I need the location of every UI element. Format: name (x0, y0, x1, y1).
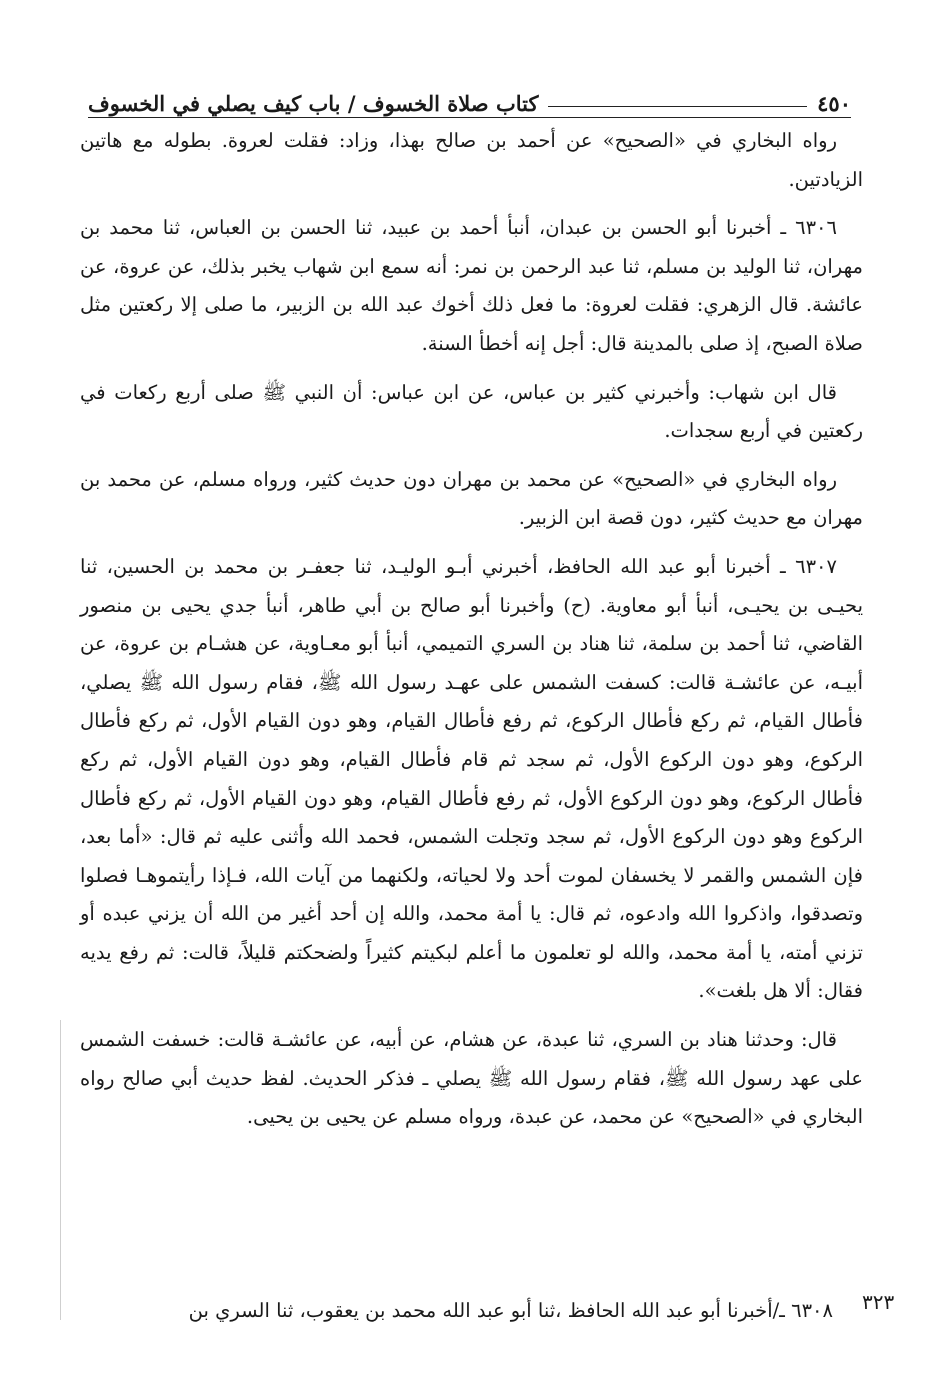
page-number: ٤٥٠ (817, 91, 851, 116)
paragraph: رواه البخاري في «الصحيح» عن أحمد بن صالح بهذا، وزاد: فقلت لعروة. بطوله مع هاتين الزيادتين. (80, 129, 863, 191)
paragraph: قال: وحدثنا هناد بن السري، ثنا عبدة، عن هشام، عن أبيه، عن عائشـة قالت: خسفت الشمس على عهد رسول الله ﷺ، فقام رسول الله ﷺ يصلي ـ فذكر الحديث. لفظ حديث أبي صالح رواه البخاري في «الصحيح» عن محمد، عن عبدة، ورواه مسلم عن يحيى بن يحيى. (80, 1028, 863, 1129)
closing-line: ٦٣٠٨ ـ/أخبرنا أبو عبد الله الحافظ ،ثنا أبو عبد الله محمد بن يعقوب، ثنا السري بن (188, 1299, 833, 1322)
header-rule (548, 106, 807, 107)
running-title: كتاب صلاة الخسوف / باب كيف يصلي في الخسوف (88, 91, 539, 116)
running-header (88, 82, 851, 116)
gutter-line (60, 1020, 61, 1320)
paragraph: رواه البخاري في «الصحيح» عن محمد بن مهران دون حديث كثير، ورواه مسلم، عن محمد بن مهران مع حديث كثير، دون قصة ابن الزبير. (80, 467, 863, 530)
paragraph: قال ابن شهاب: وأخبرني كثير بن عباس، عن ابن عباس: أن النبي ﷺ صلى أربع ركعات في ركعتين في أربع سجدات. (80, 380, 863, 443)
margin-page-number: ٣٢٣ (862, 1290, 895, 1314)
paragraph: ٦٣٠٦ ـ أخبرنا أبو الحسن بن عبدان، أنبأ أحمد بن عبيد، ثنا الحسن بن العباس، ثنا محمد بن مهران، ثنا الوليد بن مسلم، ثنا عبد الرحمن بن نمر: أنه سمع ابن شهاب يخبر بذلك، عن عروة، عن عائشة. قال الزهري: فقلت لعروة: ما فعل ذلك أخوك عبد الله بن الزبير، ما صلى إلا ركعتين مثل صلاة الصبح، إذ صلى بالمدينة قال: أجل إنه أخطأ السنة. (80, 216, 863, 355)
main-text (80, 122, 863, 1147)
paragraph: ٦٣٠٧ ـ أخبرنا أبو عبد الله الحافظ، أخبرني أبـو الوليـد، ثنا جعفـر بن محمد بن الحسين، ثنا يحيـى بن يحيـى، أنبأ أبو معاوية. (ح) وأخبرنا أبو صالح بن أبي طاهر، أنبأ جدي يحيى بن منصور القاضي، ثنا أحمد بن سلمة، ثنا هناد بن السري التميمي، أنبأ أبو معـاوية، عن هشـام بن عروة، عن أبيـه، عن عائشـة قالت: كسفت الشمس على عهـد رسول الله ﷺ، فقام رسول الله ﷺ يصلي، فأطال القيام، ثم ركع فأطال الركوع، ثم رفع فأطال القيام، وهو دون القيام الأول، ثم ركع فأطال الركوع، وهو دون الركوع الأول، ثم سجد ثم قام فأطال القيام، وهو دون القيام الأول، ثم ركع فأطال الركوع، وهو دون الركوع الأول، ثم رفع فأطال القيام، وهو دون القيام الأول، ثم ركع فأطال الركوع وهو دون الركوع الأول، ثم سجد وتجلت الشمس، فحمد الله وأثنى عليه ثم قال: «أما بعد، فإن الشمس والقمر لا يخسفان لموت أحد ولا لحياته، ولكنهما من آيات الله، فـإذا رأيتموهـا فصلوا وتصدقوا، واذكروا الله وادعوه، ثم قال: يا أمة محمد، والله إن أحد أغير من الله أن يزني عبده أو تزني أمته، يا أمة محمد، والله لو تعلمون ما أعلم لبكيتم كثيراً ولضحكتم قليلاً، قالت: ثم رفع يديه فقال: ألا هل بلغت». (80, 554, 863, 1003)
header-divider (88, 117, 851, 118)
